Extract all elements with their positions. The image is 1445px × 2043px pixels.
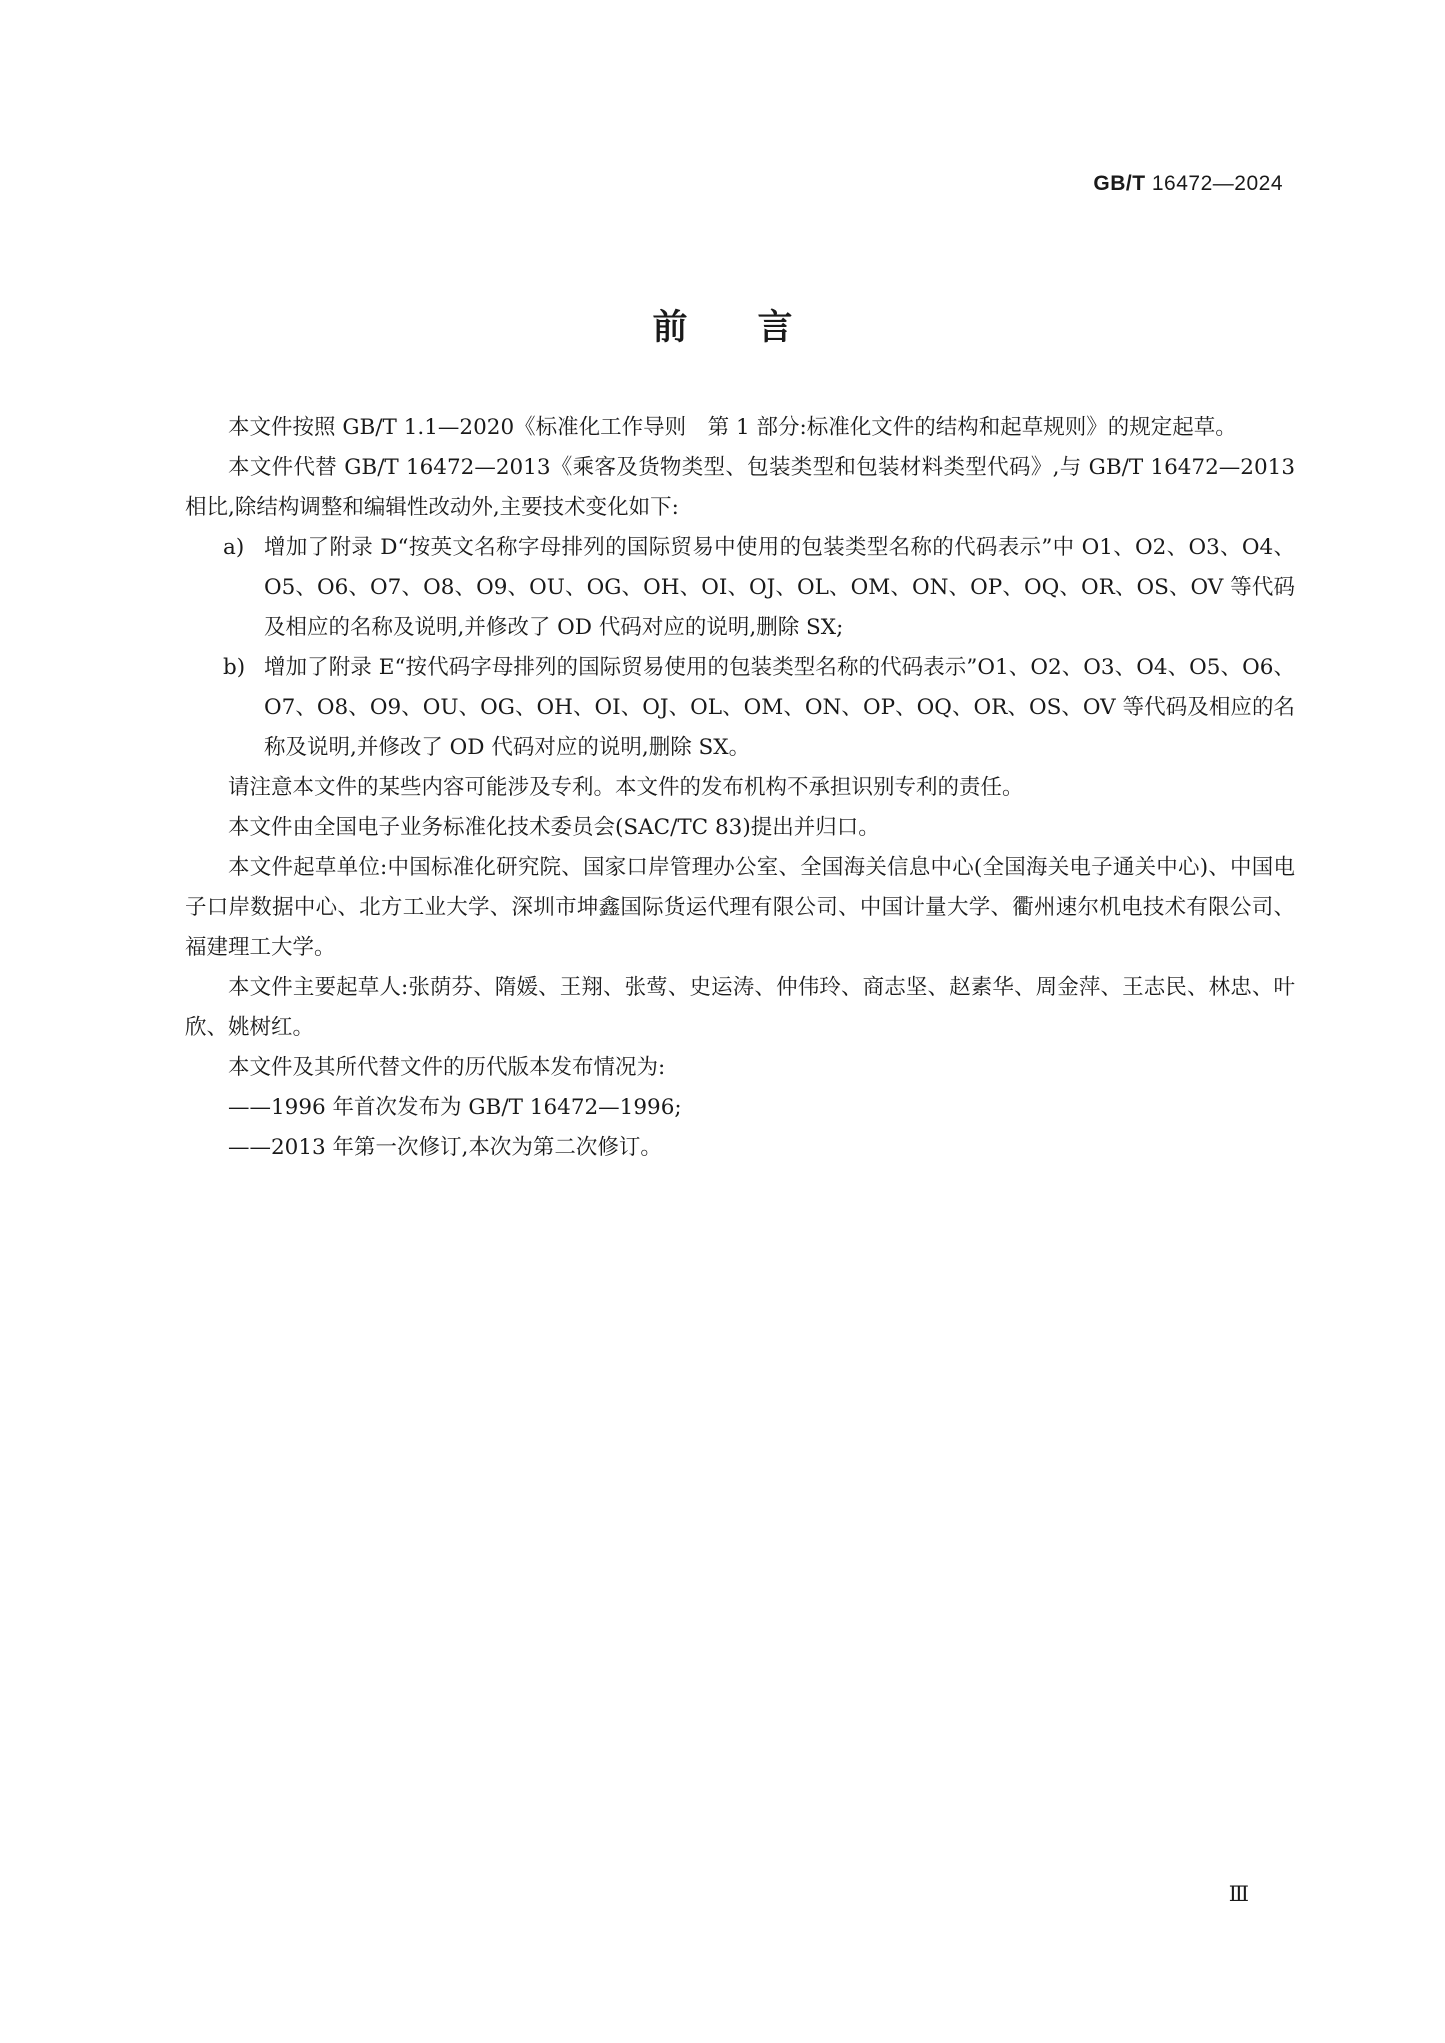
list-item-b-text: 增加了附录 E“按代码字母排列的国际贸易使用的包装类型名称的代码表示”O1、O2、O3、O4、O5、O6、O7、O8、O9、OU、OG、OH、OI、OJ、OL、OM、ON、OP、OQ、OR、OS、OV 等代码及相应的名称及说明,并修改了 OD 代码对应的说明,删除 SX。	[264, 655, 1295, 760]
paragraph-drafters: 本文件主要起草人:张荫芬、隋媛、王翔、张莺、史运涛、仲伟玲、商志坚、赵素华、周金萍、王志民、林忠、叶欣、姚树红。	[185, 975, 1295, 1040]
standard-code-prefix: GB/T	[1093, 172, 1146, 195]
paragraph-history-1996: ——1996 年首次发布为 GB/T 16472—1996;	[228, 1095, 682, 1120]
paragraph-patent-notice: 请注意本文件的某些内容可能涉及专利。本文件的发布机构不承担识别专利的责任。	[228, 775, 1024, 800]
list-item-a	[185, 528, 1295, 648]
paragraph-drafting-rules: 本文件按照 GB/T 1.1—2020《标准化工作导则 第 1 部分:标准化文件的结构和起草规则》的规定起草。	[228, 415, 1237, 440]
list-item-b	[185, 648, 1295, 768]
list-marker-b: b)	[223, 655, 246, 680]
standard-code-header	[1093, 172, 1283, 196]
page-title: 前言	[652, 308, 863, 348]
paragraph-history-intro: 本文件及其所代替文件的历代版本发布情况为:	[228, 1055, 666, 1080]
list-marker-a: a)	[223, 535, 245, 560]
page-number: Ⅲ	[1228, 1882, 1249, 1906]
paragraph-history-2013: ——2013 年第一次修订,本次为第二次修订。	[228, 1135, 662, 1160]
paragraph-committee: 本文件由全国电子业务标准化技术委员会(SAC/TC 83)提出并归口。	[228, 815, 880, 840]
standard-code-number: 16472—2024	[1145, 172, 1283, 195]
paragraph-drafting-units: 本文件起草单位:中国标准化研究院、国家口岸管理办公室、全国海关信息中心(全国海关电子通关中心)、中国电子口岸数据中心、北方工业大学、深圳市坤鑫国际货运代理有限公司、中国计量大学、衢州速尔机电技术有限公司、福建理工大学。	[185, 855, 1295, 960]
paragraph-replacement: 本文件代替 GB/T 16472—2013《乘客及货物类型、包装类型和包装材料类型代码》,与 GB/T 16472—2013 相比,除结构调整和编辑性改动外,主要技术变化如下:	[185, 455, 1295, 520]
foreword-body	[185, 408, 1295, 1168]
list-item-a-text: 增加了附录 D“按英文名称字母排列的国际贸易中使用的包装类型名称的代码表示”中 O1、O2、O3、O4、O5、O6、O7、O8、O9、OU、OG、OH、OI、OJ、OL、OM、ON、OP、OQ、OR、OS、OV 等代码及相应的名称及说明,并修改了 OD 代码对应的说明,删除 SX;	[264, 535, 1295, 640]
